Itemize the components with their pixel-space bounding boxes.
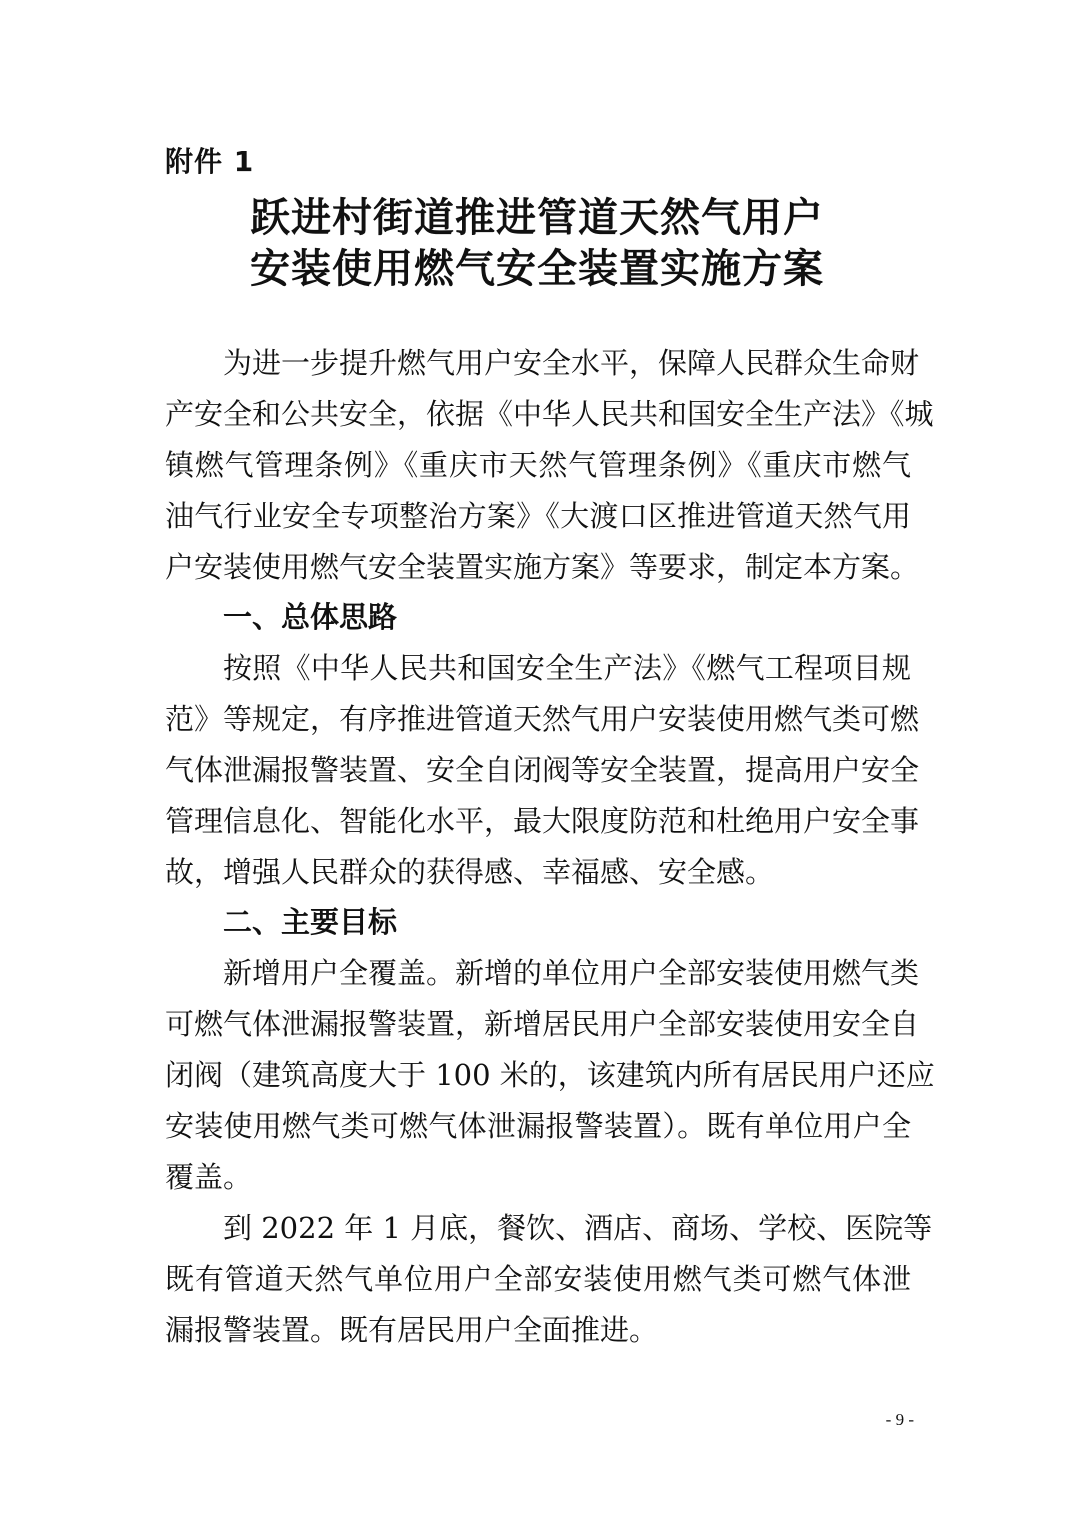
section-2-para-1-line-4: 安装使用燃气类可燃气体泄漏报警装置）。既有单位用户全: [165, 1109, 911, 1143]
intro-line-1: 为进一步提升燃气用户安全水平，保障人民群众生命财: [223, 346, 920, 380]
section-2-heading: 二、主要目标: [223, 905, 398, 939]
section-1-line-2: 范》等规定，有序推进管道天然气用户安装使用燃气类可燃: [165, 702, 920, 736]
section-2-para-2-line-3: 漏报警装置。既有居民用户全面推进。: [165, 1313, 659, 1347]
intro-line-2: 产安全和公共安全，依据《中华人民共和国安全生产法》《城: [165, 397, 934, 431]
section-1-heading: 一、总体思路: [223, 600, 398, 634]
attachment-label: 附件 1: [165, 145, 255, 178]
section-2-para-1-line-1: 新增用户全覆盖。新增的单位用户全部安装使用燃气类: [223, 956, 920, 990]
document-title-line-2: 安装使用燃气安全装置实施方案: [250, 246, 824, 292]
document-title-line-1: 跃进村街道推进管道天然气用户: [250, 195, 824, 241]
section-1-line-3: 气体泄漏报警装置、安全自闭阀等安全装置，提高用户安全: [165, 753, 920, 787]
section-2-para-1-line-5: 覆盖。: [165, 1160, 253, 1194]
section-1-line-5: 故，增强人民群众的获得感、幸福感、安全感。: [165, 855, 775, 889]
intro-line-4: 油气行业安全专项整治方案》《大渡口区推进管道天然气用: [165, 499, 911, 533]
page-number: - 9 -: [885, 1410, 914, 1429]
intro-line-5: 户安装使用燃气安全装置实施方案》等要求，制定本方案。: [165, 550, 920, 584]
section-1-line-1: 按照《中华人民共和国安全生产法》《燃气工程项目规: [223, 651, 911, 685]
intro-line-3: 镇燃气管理条例》《重庆市天然气管理条例》《重庆市燃气: [165, 448, 911, 482]
section-2-para-2-line-1: 到 2022 年 1 月底，餐饮、酒店、商场、学校、医院等: [223, 1211, 933, 1245]
section-2-para-2-line-2: 既有管道天然气单位用户全部安装使用燃气类可燃气体泄: [165, 1262, 911, 1296]
section-2-para-1-line-3: 闭阀（建筑高度大于 100 米的，该建筑内所有居民用户还应: [165, 1058, 935, 1092]
section-2-para-1-line-2: 可燃气体泄漏报警装置，新增居民用户全部安装使用安全自: [165, 1007, 920, 1041]
section-1-line-4: 管理信息化、智能化水平，最大限度防范和杜绝用户安全事: [165, 804, 920, 838]
